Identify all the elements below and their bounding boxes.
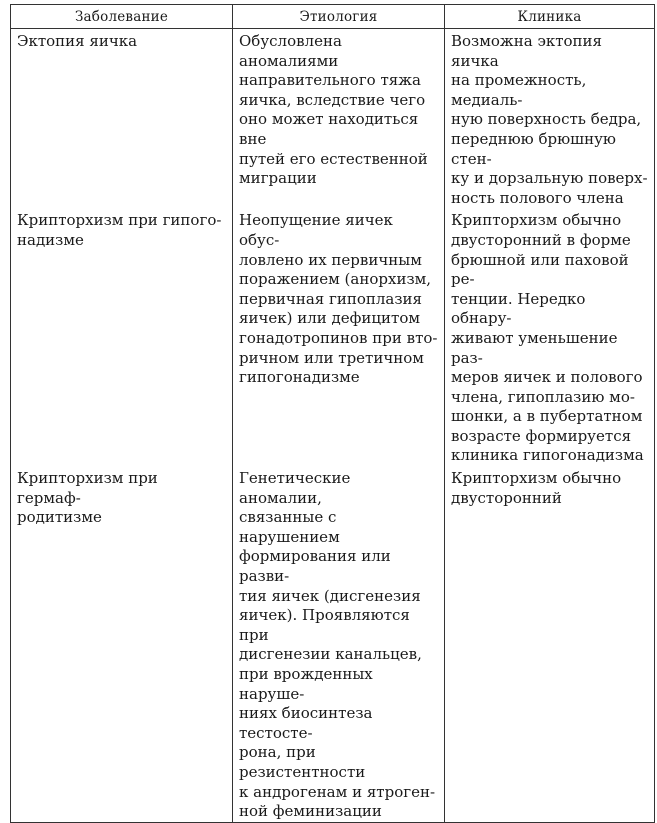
cell-clinic	[445, 29, 655, 209]
etiology-text: Неопущение яичек обус- ловлено их первичным поражением (анорхизм, первичная гипоплазия яичек) или дефицитом гонадотропинов при вто- ричном или третичном гипогонадизме	[239, 211, 438, 387]
cell-etiology	[233, 29, 445, 209]
clinic-text: Крипторхизм обычно двусторонний	[451, 469, 622, 507]
clinic-text: Возможна эктопия яичка на промежность, медиаль- ную поверхность бедра, переднюю брюшную стен- ку и дорзальную поверх- ность полового члена	[451, 32, 648, 207]
table-row	[11, 208, 655, 466]
cell-disease	[11, 208, 233, 466]
disease-table	[10, 4, 655, 823]
table-body	[11, 29, 655, 823]
header-disease: Заболевание	[11, 5, 233, 29]
cell-clinic	[445, 466, 655, 822]
header-clinic: Клиника	[445, 5, 655, 29]
disease-text: Эктопия яичка	[17, 32, 138, 50]
cell-disease	[11, 29, 233, 209]
disease-text: Крипторхизм при гермаф- родитизме	[17, 469, 158, 527]
etiology-text: Обусловлена аномалиями направительного тяжа яичка, вследствие чего оно может находиться вне путей его естественной миграции	[239, 32, 428, 188]
etiology-text: Генетические аномалии, связанные с нарушением формирования или разви- тия яичек (дисгенезия яичек). Проявляются при дисгенезии канальцев, при врожденных наруше- ниях биосинтеза тестосте- рона, при резистентности к андрогенам и ятроген- ной феминизации	[239, 469, 436, 821]
table-row	[11, 466, 655, 822]
cell-etiology	[233, 208, 445, 466]
header-row	[11, 5, 655, 29]
disease-text: Крипторхизм при гипого- надизме	[17, 211, 222, 249]
clinic-text: Крипторхизм обычно двусторонний в форме брюшной или паховой ре- тенции. Нередко обнару- живают уменьшение раз- меров яичек и полового члена, гипоплазию мо- шонки, а в пубертатном возрасте формируется клиника гипогонадизма	[451, 211, 644, 465]
cell-disease	[11, 466, 233, 822]
table-row	[11, 29, 655, 209]
table-header	[11, 5, 655, 29]
cell-etiology	[233, 466, 445, 822]
header-etiology: Этиология	[233, 5, 445, 29]
cell-clinic	[445, 208, 655, 466]
